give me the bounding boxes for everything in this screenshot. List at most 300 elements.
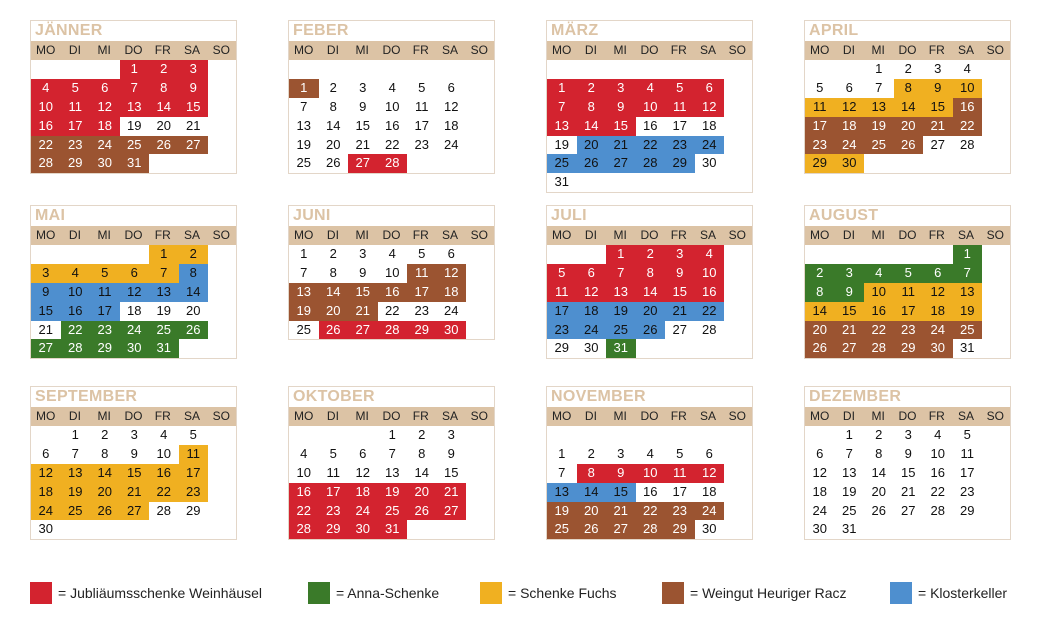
month-title: SEPTEMBER (35, 388, 138, 405)
day-cell: 15 (606, 483, 636, 502)
day-cell: 2 (636, 245, 666, 264)
day-cell: 3 (359, 246, 367, 261)
weekday-label: FR (412, 409, 429, 423)
day-cell: 14 (179, 283, 209, 302)
day-cell: 7 (300, 98, 308, 114)
day-cell: 2 (418, 427, 426, 442)
day-cell: 8 (418, 445, 426, 461)
day-cell: 3 (904, 427, 912, 442)
day-cell: 9 (923, 79, 953, 98)
day-cell: 18 (348, 483, 378, 502)
day-cell: 29 (960, 502, 975, 518)
weekday-label: MI (355, 228, 369, 242)
day-cell: 17 (414, 117, 429, 133)
day-cell: 20 (636, 302, 666, 321)
day-empty (606, 60, 636, 79)
day-cell: 1 (300, 246, 308, 261)
day-cell: 8 (805, 283, 835, 302)
day-cell: 12 (577, 283, 607, 302)
day-cell: 17 (547, 302, 577, 321)
day-cell: 26 (636, 321, 666, 340)
day-cell: 18 (702, 483, 717, 499)
day-cell: 6 (90, 79, 120, 98)
day-cell: 10 (636, 98, 666, 117)
day-cell: 13 (296, 117, 311, 133)
day-cell: 25 (61, 502, 91, 521)
day-cell: 20 (407, 483, 437, 502)
day-cell: 3 (359, 79, 367, 95)
day-cell: 22 (636, 502, 666, 521)
weekday-label: SO (986, 409, 1004, 423)
day-cell: 31 (149, 339, 179, 358)
weekday-label: SA (442, 228, 459, 242)
weekday-label: FR (670, 43, 687, 57)
weekday-label: SA (184, 228, 201, 242)
day-cell: 31 (378, 520, 408, 539)
day-cell: 21 (665, 302, 695, 321)
day-cell: 2 (179, 245, 209, 264)
day-cell: 2 (149, 60, 179, 79)
month-oktober (288, 386, 495, 540)
weekday-label: MI (97, 43, 111, 57)
day-cell: 22 (61, 321, 91, 340)
weekday-header (31, 41, 236, 60)
day-cell: 17 (90, 302, 120, 321)
day-cell: 16 (953, 98, 983, 117)
day-cell: 25 (606, 321, 636, 340)
day-cell: 22 (31, 136, 61, 155)
weekday-label: SO (212, 228, 230, 242)
weekday-label: SA (442, 409, 459, 423)
day-empty (805, 245, 835, 264)
day-cell: 17 (61, 117, 91, 136)
day-cell: 25 (149, 321, 179, 340)
day-cell: 15 (923, 98, 953, 117)
day-cell: 30 (702, 155, 717, 171)
day-cell: 17 (672, 117, 687, 133)
day-cell: 26 (805, 339, 835, 358)
day-cell: 26 (894, 136, 924, 155)
weekday-label: SO (986, 43, 1004, 57)
day-cell: 2 (101, 427, 109, 442)
weekday-label: MO (293, 409, 314, 423)
day-cell: 25 (842, 502, 857, 518)
day-cell: 13 (842, 464, 857, 480)
day-cell: 6 (120, 264, 150, 283)
day-cell: 31 (120, 154, 150, 173)
day-cell: 20 (871, 483, 886, 499)
day-cell: 23 (90, 321, 120, 340)
weekday-label: DO (124, 43, 143, 57)
weekday-label: SO (470, 228, 488, 242)
weekday-label: DO (382, 409, 401, 423)
day-cell: 20 (90, 483, 120, 502)
legend-label: = Klosterkeller (918, 585, 1008, 601)
day-cell: 4 (646, 445, 654, 461)
day-cell: 12 (31, 464, 61, 483)
day-cell: 21 (606, 136, 636, 155)
day-cell: 15 (31, 302, 61, 321)
day-cell: 15 (444, 464, 459, 480)
month-dezember (804, 386, 1011, 540)
day-empty (805, 426, 835, 445)
weekday-label: MI (97, 409, 111, 423)
day-cell: 21 (120, 483, 150, 502)
day-cell: 9 (130, 445, 138, 461)
day-cell: 9 (904, 445, 912, 461)
day-cell: 2 (904, 61, 912, 76)
legend (0, 578, 1051, 608)
day-cell: 27 (606, 520, 636, 539)
month-juli (546, 205, 753, 359)
day-cell: 4 (695, 245, 725, 264)
day-cell: 10 (864, 283, 894, 302)
day-cell: 30 (584, 340, 599, 356)
day-cell: 7 (71, 445, 79, 461)
day-cell: 12 (695, 98, 725, 117)
weekday-label: DI (584, 43, 597, 57)
day-cell: 19 (296, 136, 311, 152)
day-cell: 12 (444, 98, 459, 114)
weekday-label: MO (293, 43, 314, 57)
day-cell: 20 (577, 136, 607, 155)
weekday-label: FR (928, 228, 945, 242)
day-cell: 11 (179, 445, 209, 464)
month-title: DEZEMBER (809, 388, 902, 405)
weekday-header (289, 41, 494, 60)
day-cell: 2 (577, 79, 607, 98)
day-empty (923, 245, 953, 264)
weekday-label: MO (809, 228, 830, 242)
day-cell: 19 (953, 302, 983, 321)
day-cell: 17 (960, 464, 975, 480)
weekday-label: MO (35, 409, 56, 423)
day-cell: 7 (953, 264, 983, 283)
weekday-header (805, 407, 1010, 426)
legend-swatch-orange (480, 582, 502, 604)
day-cell: 16 (385, 117, 400, 133)
weekday-header (547, 41, 752, 60)
day-cell: 3 (665, 245, 695, 264)
day-cell: 24 (577, 321, 607, 340)
day-cell: 14 (805, 302, 835, 321)
day-cell: 9 (179, 79, 209, 98)
day-cell: 18 (437, 283, 467, 302)
day-cell: 3 (179, 60, 209, 79)
day-empty (805, 60, 835, 79)
day-cell: 29 (665, 154, 695, 173)
day-cell: 8 (894, 79, 924, 98)
day-cell: 1 (845, 427, 853, 442)
day-cell: 19 (864, 117, 894, 136)
day-cell: 28 (636, 154, 666, 173)
day-cell: 10 (156, 445, 171, 461)
day-cell: 14 (636, 283, 666, 302)
weekday-label: SO (212, 43, 230, 57)
day-cell: 7 (388, 445, 396, 461)
day-cell: 30 (812, 521, 827, 537)
day-empty (407, 60, 437, 79)
month-title: MÄRZ (551, 22, 599, 39)
day-cell: 14 (319, 283, 349, 302)
day-cell: 7 (149, 264, 179, 283)
weekday-label: SO (212, 409, 230, 423)
day-cell: 16 (864, 302, 894, 321)
day-cell: 19 (547, 502, 577, 521)
day-cell: 8 (329, 264, 337, 280)
day-cell: 13 (289, 283, 319, 302)
day-cell: 28 (702, 321, 717, 337)
weekday-label: MI (613, 43, 627, 57)
month-title: JULI (551, 207, 587, 224)
weekday-label: SA (958, 409, 975, 423)
weekday-label: MO (809, 43, 830, 57)
day-cell: 20 (805, 321, 835, 340)
day-cell: 5 (189, 427, 197, 442)
day-cell: 20 (186, 302, 201, 318)
day-cell: 29 (894, 339, 924, 358)
day-cell: 4 (934, 427, 942, 442)
day-cell: 11 (407, 264, 437, 283)
day-cell: 12 (923, 283, 953, 302)
month-märz (546, 20, 753, 193)
day-cell: 18 (444, 117, 459, 133)
weekday-label: MO (809, 409, 830, 423)
day-cell: 24 (120, 321, 150, 340)
day-cell: 23 (319, 502, 349, 521)
month-jänner (30, 20, 237, 174)
day-cell: 3 (130, 427, 138, 442)
day-grid (547, 245, 752, 358)
day-cell: 29 (90, 339, 120, 358)
day-cell: 2 (329, 79, 337, 95)
legend-label: = Schenke Fuchs (508, 585, 617, 601)
day-cell: 4 (61, 264, 91, 283)
day-cell: 1 (953, 245, 983, 264)
month-mai (30, 205, 237, 359)
day-cell: 23 (665, 502, 695, 521)
day-cell: 9 (606, 464, 636, 483)
day-empty (606, 426, 636, 445)
weekday-label: MO (35, 43, 56, 57)
day-cell: 24 (348, 502, 378, 521)
day-cell: 14 (149, 98, 179, 117)
day-cell: 11 (665, 98, 695, 117)
day-cell: 4 (388, 246, 396, 261)
day-cell: 31 (960, 340, 975, 356)
weekday-label: FR (154, 409, 171, 423)
day-cell: 27 (348, 321, 378, 340)
day-cell: 2 (805, 264, 835, 283)
day-empty (665, 426, 695, 445)
day-cell: 9 (359, 98, 367, 114)
day-cell: 23 (414, 136, 429, 152)
day-cell: 22 (289, 502, 319, 521)
legend-item-red (30, 582, 262, 604)
day-cell: 17 (319, 483, 349, 502)
day-cell: 11 (326, 464, 340, 480)
day-cell: 23 (547, 321, 577, 340)
day-cell: 10 (61, 283, 91, 302)
day-grid (805, 245, 1010, 358)
day-cell: 26 (326, 155, 341, 171)
weekday-label: DO (382, 43, 401, 57)
day-cell: 26 (149, 136, 179, 155)
weekday-label: FR (670, 409, 687, 423)
day-cell: 6 (695, 79, 725, 98)
day-cell: 18 (577, 302, 607, 321)
weekday-header (289, 226, 494, 245)
day-cell: 22 (864, 321, 894, 340)
day-cell: 8 (875, 445, 883, 461)
day-cell: 29 (665, 520, 695, 539)
day-cell: 11 (805, 98, 835, 117)
day-cell: 19 (156, 302, 171, 318)
day-empty (437, 60, 467, 79)
day-empty (547, 245, 577, 264)
day-cell: 20 (326, 136, 341, 152)
day-cell: 8 (329, 98, 337, 114)
day-empty (636, 426, 666, 445)
day-empty (835, 60, 865, 79)
legend-item-brown (662, 582, 847, 604)
day-cell: 27 (901, 502, 916, 518)
weekday-label: DO (124, 228, 143, 242)
month-juni (288, 205, 495, 340)
day-cell: 28 (289, 520, 319, 539)
day-cell: 23 (805, 136, 835, 155)
day-cell: 28 (378, 321, 408, 340)
weekday-label: DI (326, 43, 339, 57)
day-cell: 1 (558, 445, 566, 461)
day-cell: 6 (577, 264, 607, 283)
weekday-label: DO (640, 228, 659, 242)
month-title: APRIL (809, 22, 859, 39)
day-cell: 26 (577, 154, 607, 173)
day-cell: 11 (665, 464, 695, 483)
day-cell: 7 (547, 98, 577, 117)
weekday-label: MI (871, 409, 885, 423)
day-empty (61, 245, 91, 264)
day-cell: 22 (930, 483, 945, 499)
day-cell: 11 (61, 98, 91, 117)
day-cell: 12 (812, 464, 827, 480)
day-cell: 4 (31, 79, 61, 98)
day-cell: 28 (31, 154, 61, 173)
day-cell: 25 (296, 155, 311, 171)
day-cell: 12 (120, 283, 150, 302)
day-cell: 22 (695, 302, 725, 321)
day-cell: 5 (329, 445, 337, 461)
weekday-label: DI (68, 228, 81, 242)
day-cell: 5 (418, 246, 426, 261)
day-cell: 20 (156, 117, 171, 133)
legend-label: = Jubliäumsschenke Weinhäusel (58, 585, 263, 601)
day-grid (289, 245, 494, 339)
weekday-label: FR (412, 228, 429, 242)
weekday-label: SA (958, 228, 975, 242)
day-cell: 9 (359, 264, 367, 280)
day-cell: 21 (835, 321, 865, 340)
day-cell: 27 (930, 136, 945, 152)
day-cell: 29 (407, 321, 437, 340)
weekday-label: FR (412, 43, 429, 57)
day-cell: 17 (179, 464, 209, 483)
day-cell: 19 (61, 483, 91, 502)
day-cell: 13 (606, 283, 636, 302)
day-cell: 3 (617, 445, 625, 461)
day-cell: 7 (558, 464, 566, 480)
day-empty (577, 426, 607, 445)
day-cell: 24 (812, 502, 827, 518)
weekday-header (805, 226, 1010, 245)
day-cell: 24 (695, 136, 725, 155)
weekday-label: SA (184, 43, 201, 57)
day-grid (31, 245, 236, 358)
day-grid (289, 60, 494, 173)
day-cell: 19 (554, 136, 569, 152)
legend-label: = Weingut Heuriger Racz (690, 585, 847, 601)
day-cell: 22 (953, 117, 983, 136)
weekday-label: SO (470, 409, 488, 423)
day-cell: 5 (676, 445, 684, 461)
day-cell: 15 (348, 283, 378, 302)
day-cell: 19 (606, 302, 636, 321)
day-empty (695, 60, 725, 79)
legend-swatch-green (308, 582, 330, 604)
month-september (30, 386, 237, 540)
day-cell: 27 (835, 339, 865, 358)
weekday-label: DI (326, 409, 339, 423)
day-cell: 14 (871, 464, 886, 480)
legend-item-blue (890, 582, 1007, 604)
day-cell: 14 (577, 117, 607, 136)
day-cell: 13 (120, 98, 150, 117)
day-cell: 4 (636, 79, 666, 98)
day-cell: 15 (179, 98, 209, 117)
day-cell: 3 (606, 79, 636, 98)
day-cell: 12 (90, 98, 120, 117)
weekday-label: FR (928, 43, 945, 57)
legend-swatch-blue (890, 582, 912, 604)
weekday-header (547, 226, 752, 245)
day-cell: 14 (894, 98, 924, 117)
day-cell: 23 (179, 483, 209, 502)
day-cell: 27 (437, 502, 467, 521)
legend-item-green (308, 582, 439, 604)
day-cell: 5 (894, 264, 924, 283)
weekday-label: DO (640, 409, 659, 423)
day-cell: 25 (120, 136, 150, 155)
day-cell: 21 (606, 502, 636, 521)
day-cell: 7 (606, 264, 636, 283)
weekday-label: MO (293, 228, 314, 242)
weekday-header (289, 407, 494, 426)
weekday-label: FR (154, 228, 171, 242)
day-empty (120, 245, 150, 264)
day-cell: 19 (289, 302, 319, 321)
weekday-label: SO (728, 43, 746, 57)
day-cell: 24 (695, 502, 725, 521)
day-cell: 3 (835, 264, 865, 283)
weekday-label: SA (700, 228, 717, 242)
weekday-header (805, 41, 1010, 60)
day-cell: 26 (179, 321, 209, 340)
day-cell: 16 (695, 283, 725, 302)
weekday-label: FR (154, 43, 171, 57)
weekday-label: MO (35, 228, 56, 242)
day-cell: 13 (61, 464, 91, 483)
